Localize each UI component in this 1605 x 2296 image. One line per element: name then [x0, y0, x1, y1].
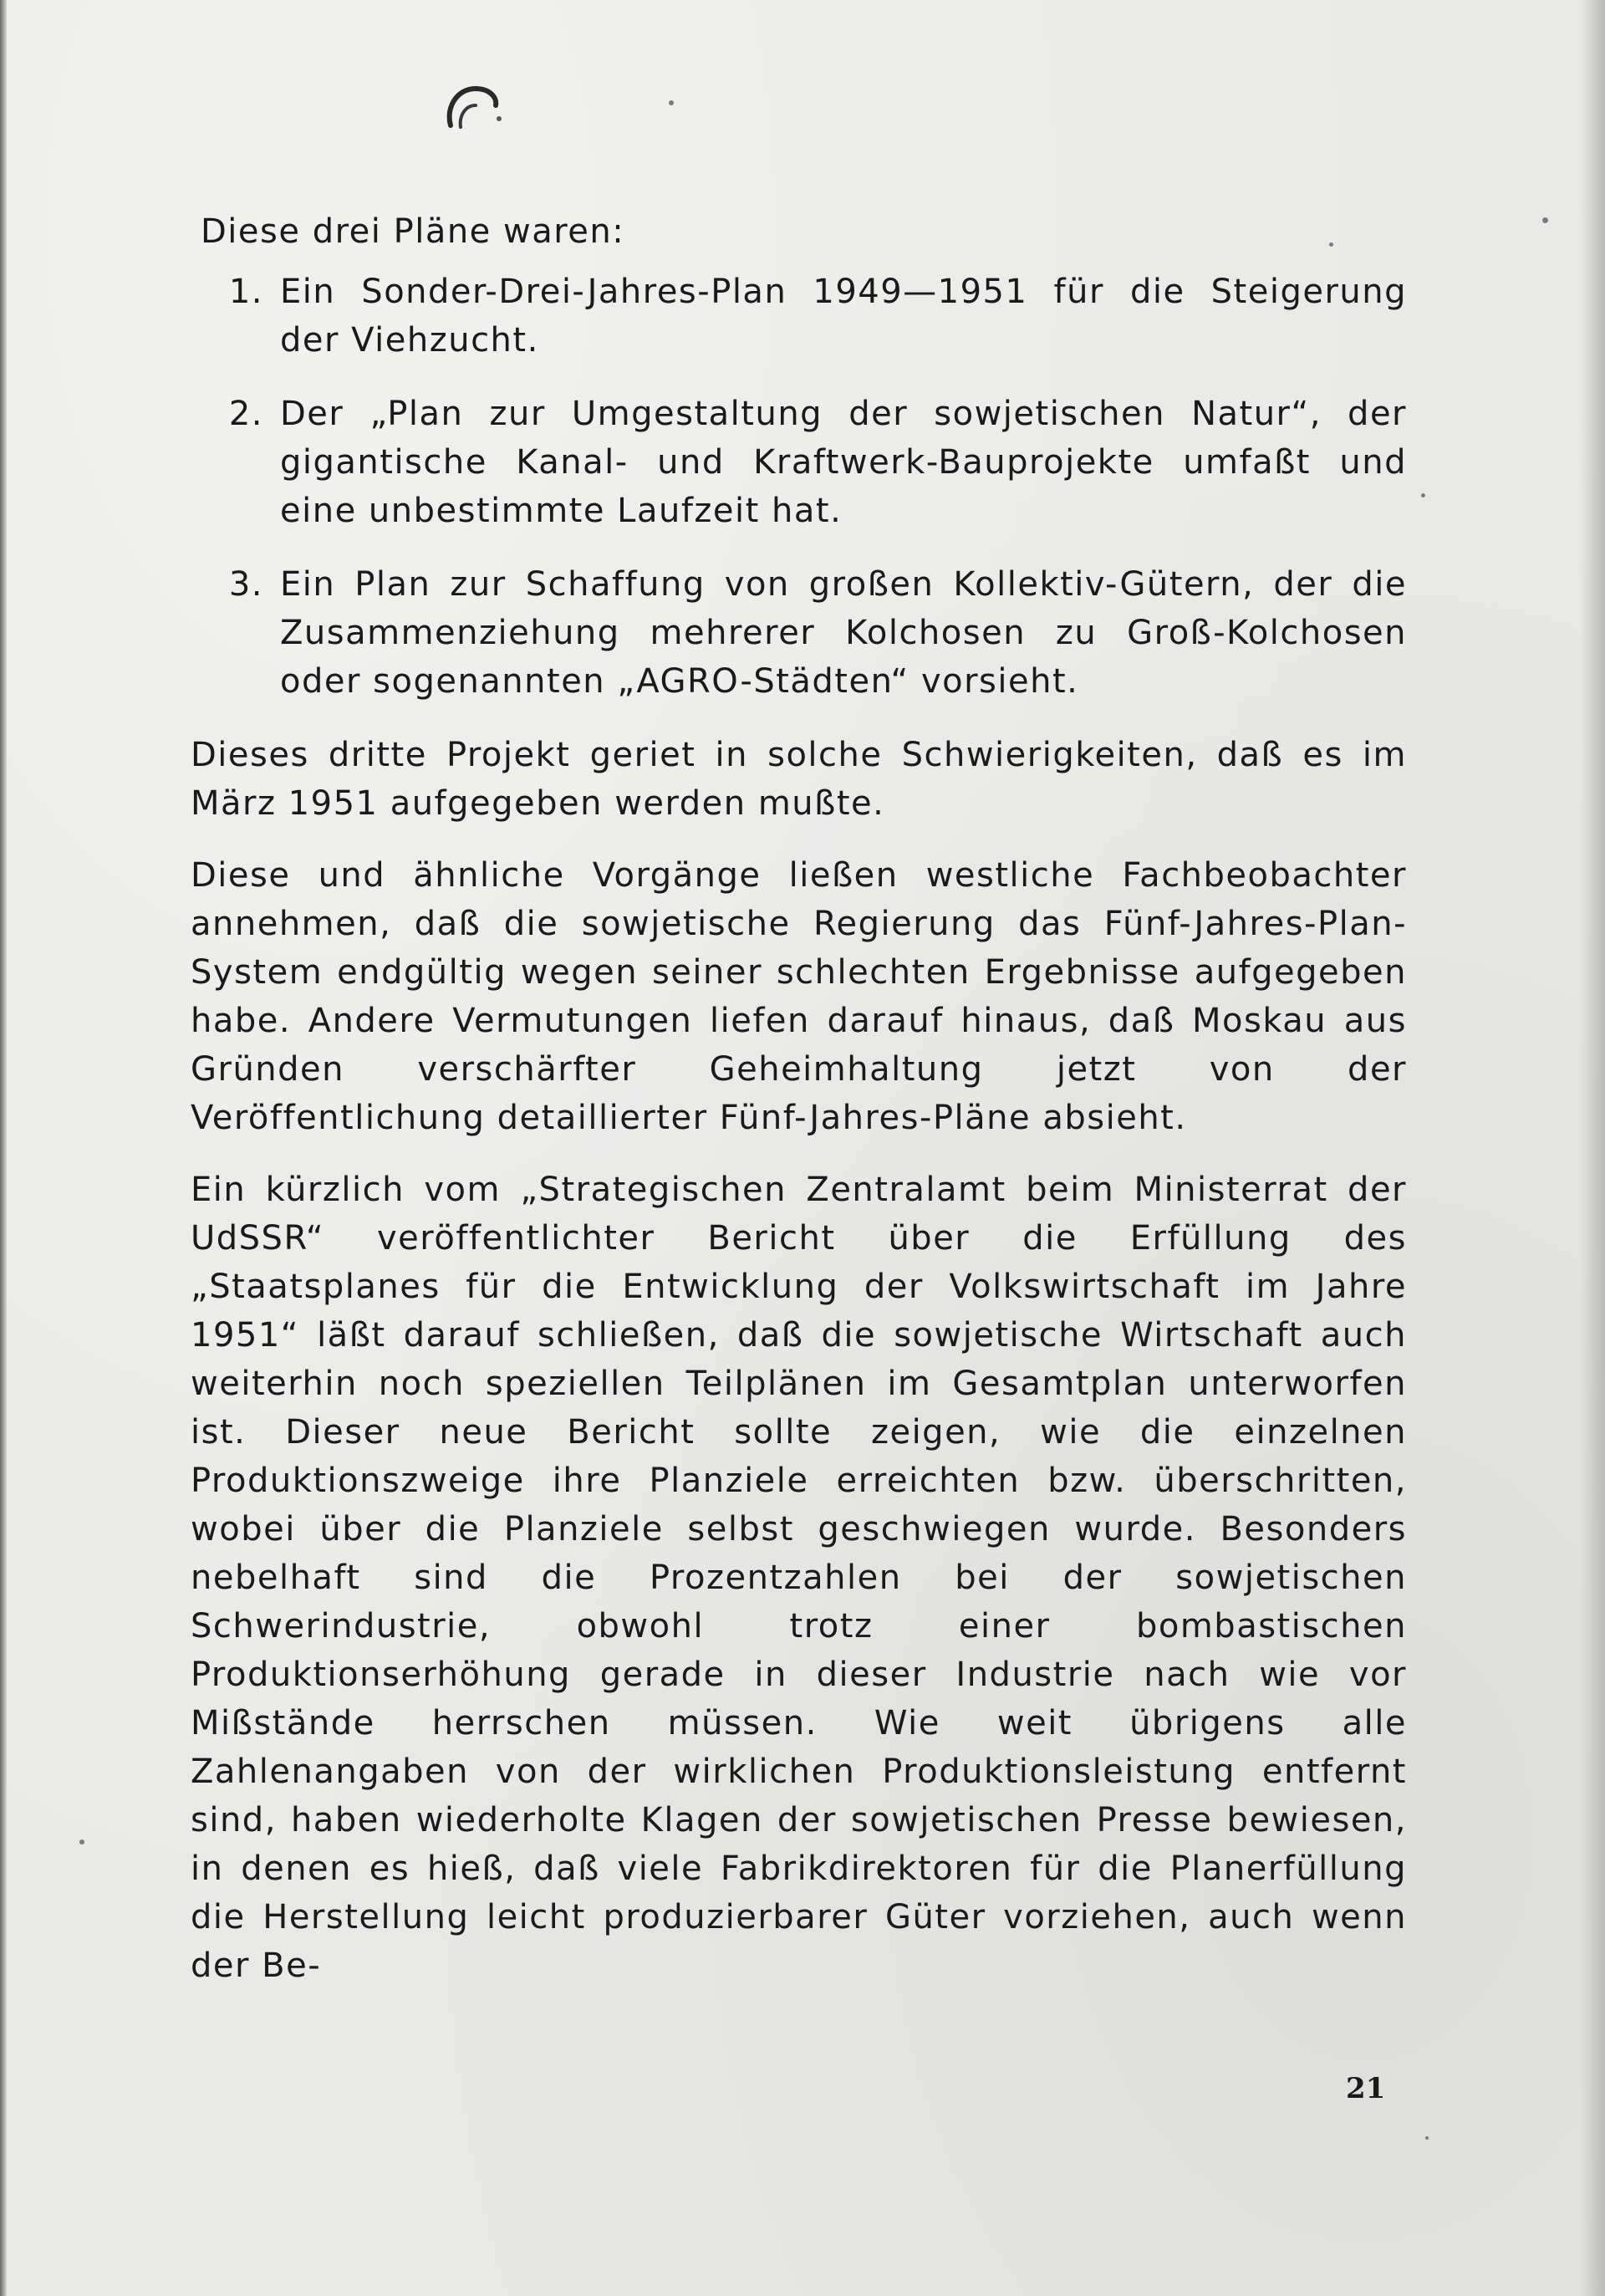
paper-speck: [79, 1839, 84, 1844]
paper-speck: [1425, 2136, 1429, 2140]
page-right-edge: [1580, 0, 1605, 2296]
list-number: 2.: [228, 395, 263, 433]
stamp-mark-icon: [439, 77, 506, 144]
paper-speck: [669, 100, 674, 105]
list-item: [191, 268, 1407, 365]
paper-speck: [1329, 242, 1333, 247]
list-number: 3.: [228, 565, 263, 604]
paper-speck: [1421, 493, 1425, 497]
list-text: Ein Sonder-Drei-Jahres-Plan 1949—1951 für die Steigerung der Viehzucht.: [280, 273, 1407, 360]
page-left-edge: [0, 0, 7, 2296]
page-number: 21: [1346, 2072, 1386, 2105]
list-text: Der „Plan zur Umgestaltung der sowjetischen Natur“, der gigantische Kanal- und Kraftwerk-Bauprojekte umfaßt und eine unbestimmte Laufzeit hat.: [280, 395, 1407, 530]
list-text: Ein Plan zur Schaffung von großen Kollektiv-Gütern, der die Zusammenziehung mehrerer Kolchosen zu Groß-Kolchosen oder sogenannten „AGRO-Städten“ vorsieht.: [280, 565, 1407, 701]
list-number: 1.: [228, 273, 263, 311]
paper-speck: [1542, 217, 1548, 223]
paragraph: Dieses dritte Projekt geriet in solche Schwierigkeiten, daß es im März 1951 aufgegeben werden mußte.: [191, 736, 1407, 823]
body-text: [191, 207, 1407, 2013]
paragraph: Diese und ähnliche Vorgänge ließen westliche Fachbeobachter annehmen, daß die sowjetische Regierung das Fünf-Jahres-Plan-System endgültig wegen seiner schlechten Ergebnisse aufgegeben habe. Andere Vermutungen liefen darauf hinaus, daß Moskau aus Gründen verschärfter Geheimhaltung jetzt von der Veröffentlichung detaillierter Fünf-Jahres-Pläne absieht.: [191, 856, 1407, 1137]
list-item: [191, 390, 1407, 535]
list-item: [191, 560, 1407, 706]
paragraph: Ein kürzlich vom „Strategischen Zentralamt beim Ministerrat der UdSSR“ veröffentlichter Bericht über die Erfüllung des „Staatsplanes für die Entwicklung der Volkswirtschaft im Jahre 1951“ läßt darauf schließen, daß die sowjetische Wirtschaft auch weiterhin noch speziellen Teilplänen im Gesamtplan unterworfen ist. Dieser neue Bericht sollte zeigen, wie die einzelnen Produktionszweige ihre Planziele erreichten bzw. überschritten, wobei über die Planziele selbst geschwiegen wurde. Besonders nebelhaft sind die Prozentzahlen bei der sowjetischen Schwerindustrie, obwohl trotz einer bombastischen Produktionserhöhung gerade in dieser Industrie nach wie vor Mißstände herrschen müssen. Wie weit übrigens alle Zahlenangaben von der wirklichen Produktionsleistung entfernt sind, haben wiederholte Klagen der sowjetischen Presse bewiesen, in denen es hieß, daß viele Fabrikdirektoren für die Planerfüllung die Herstellung leicht produzierbarer Güter vorziehen, auch wenn der Be-: [191, 1171, 1407, 1985]
intro-line: Diese drei Pläne waren:: [201, 212, 625, 251]
